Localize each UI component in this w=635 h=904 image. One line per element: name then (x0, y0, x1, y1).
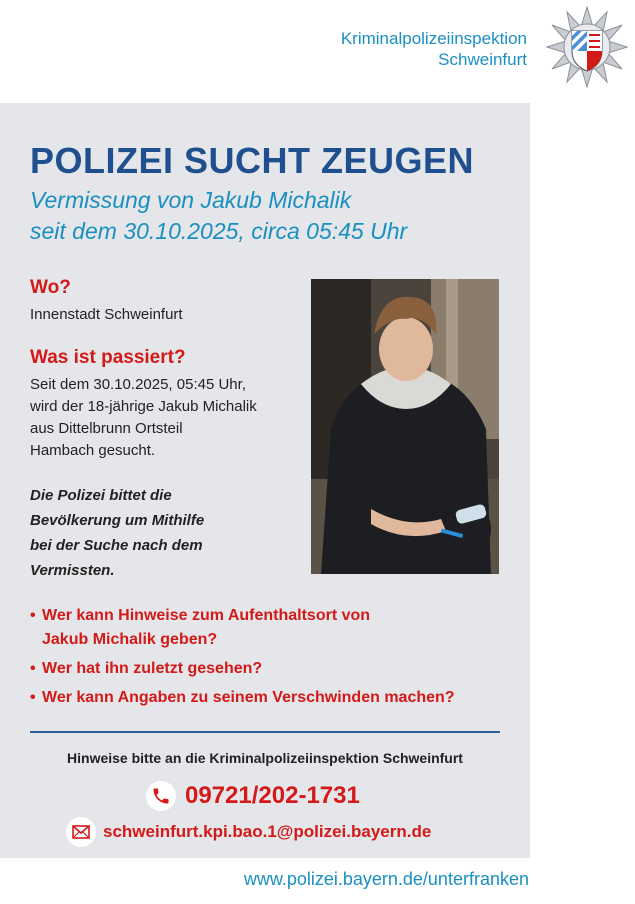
appeal-line: Bevölkerung um Mithilfe (30, 512, 205, 529)
email-address[interactable]: schweinfurt.kpi.bao.1@polizei.bayern.de (103, 822, 432, 841)
missing-person-subtitle: Vermissung von Jakub Michalik (30, 187, 352, 213)
question-item (30, 657, 510, 681)
phone-icon (146, 781, 176, 811)
what-line: Hambach gesucht. (30, 442, 156, 459)
appeal-line: Die Polizei bittet die (30, 487, 172, 504)
where-heading: Wo? (30, 277, 71, 298)
question-line: • Wer hat ihn zuletzt gesehen? (42, 660, 263, 677)
phone-contact[interactable] (146, 780, 360, 812)
appeal-line: bei der Suche nach dem (30, 537, 203, 554)
where-text: Innenstadt Schweinfurt (30, 306, 183, 323)
contact-label: Hinweise bitte an die Kriminalpolizeiinspektion Schweinfurt (67, 750, 463, 766)
witness-questions (30, 604, 510, 715)
phone-number[interactable]: 09721/202-1731 (185, 782, 360, 809)
missing-person-photo (311, 279, 499, 574)
police-star-badge-icon (546, 6, 628, 88)
what-heading: Was ist passiert? (30, 347, 186, 368)
question-item (30, 686, 510, 710)
organization-name (341, 28, 527, 70)
page-title: POLIZEI SUCHT ZEUGEN (30, 140, 475, 181)
question-line: • Wer kann Angaben zu seinem Verschwinden machen? (42, 689, 455, 706)
question-line: Jakub Michalik geben? (42, 631, 218, 648)
section-divider (30, 731, 500, 733)
question-line: • Wer kann Hinweise zum Aufenthaltsort von (42, 607, 371, 624)
footer-website-link[interactable]: www.polizei.bayern.de/unterfranken (243, 869, 529, 889)
appeal-line: Vermissten. (30, 562, 115, 579)
org-line-1: Kriminalpolizeiinspektion (340, 29, 527, 48)
what-line: wird der 18-jährige Jakub Michalik (30, 398, 257, 415)
email-contact[interactable] (66, 817, 431, 847)
appeal-text (30, 483, 280, 583)
org-line-2: Schweinfurt (438, 50, 527, 69)
what-text (30, 374, 257, 462)
question-item (30, 604, 510, 652)
what-line: aus Dittelbrunn Ortsteil (30, 420, 183, 437)
envelope-icon (66, 817, 96, 847)
missing-since-subtitle: seit dem 30.10.2025, circa 05:45 Uhr (30, 218, 408, 244)
what-line: Seit dem 30.10.2025, 05:45 Uhr, (30, 376, 246, 393)
